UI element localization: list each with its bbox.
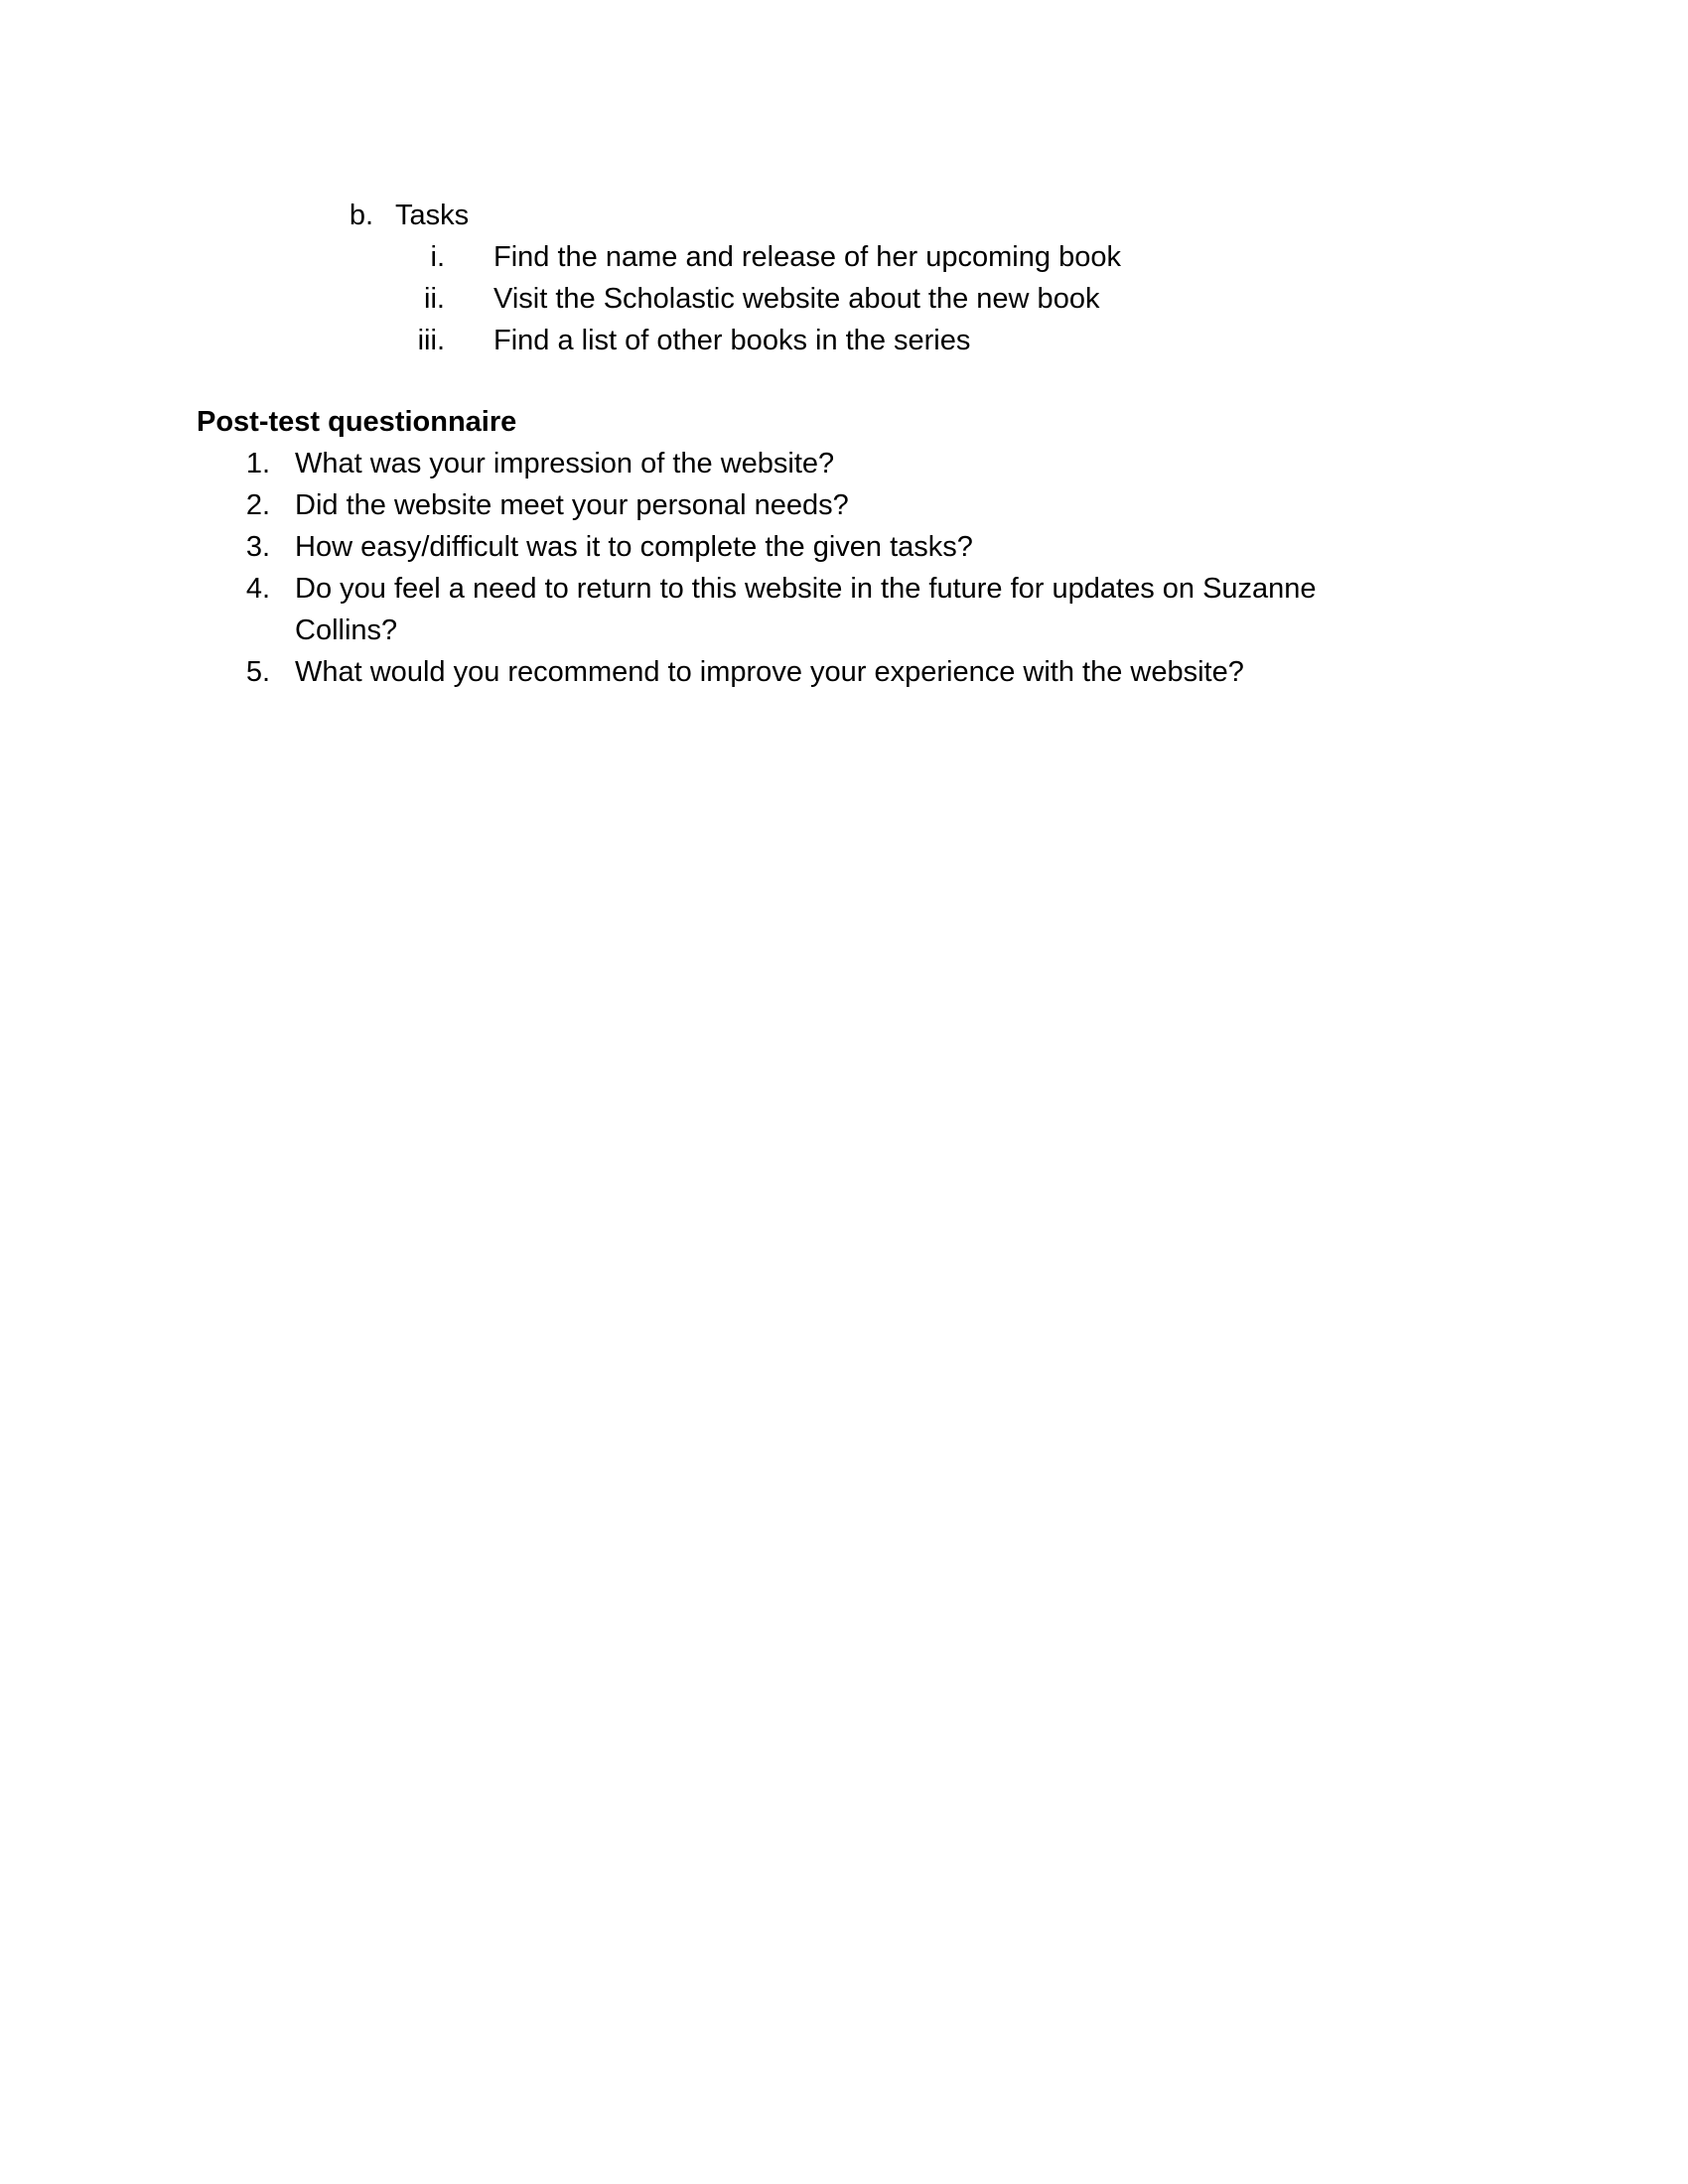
question-marker: 1.: [245, 448, 270, 479]
question-item: How easy/difficult was it to complete the given tasks?: [295, 531, 973, 563]
question-item: Do you feel a need to return to this website in the future for updates on Suzanne: [295, 573, 1317, 605]
task-item: Find the name and release of her upcoming book: [493, 241, 1121, 273]
question-marker: 5.: [245, 656, 270, 688]
question-marker: 3.: [245, 531, 270, 563]
question-marker: 2.: [245, 489, 270, 521]
question-item-continuation: Collins?: [295, 614, 398, 646]
task-marker: i.: [430, 241, 445, 273]
question-item: What was your impression of the website?: [295, 448, 835, 479]
question-marker: 4.: [245, 573, 270, 605]
question-item: Did the website meet your personal needs?: [295, 489, 849, 521]
task-marker: iii.: [417, 325, 445, 356]
tasks-label: Tasks: [395, 200, 470, 231]
task-marker: ii.: [424, 283, 445, 315]
tasks-marker: b.: [349, 200, 373, 231]
questionnaire-heading: Post-test questionnaire: [197, 406, 517, 438]
task-item: Find a list of other books in the series: [493, 325, 971, 356]
task-item: Visit the Scholastic website about the new book: [493, 283, 1100, 315]
question-item: What would you recommend to improve your experience with the website?: [295, 656, 1244, 688]
